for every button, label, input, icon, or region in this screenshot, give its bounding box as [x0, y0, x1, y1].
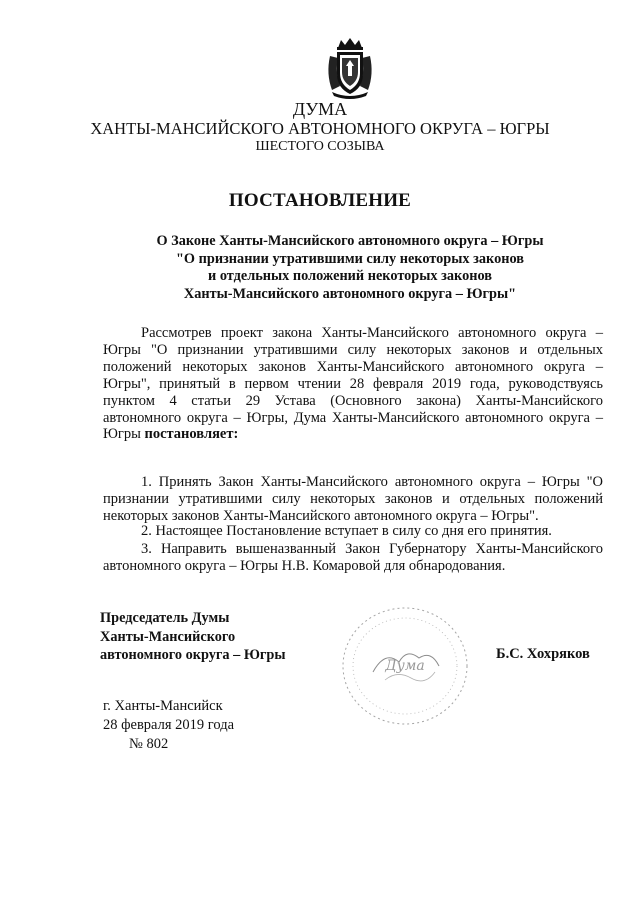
date: 28 февраля 2019 года [103, 717, 235, 733]
subject-line: "О признании утратившими силу некоторых законов [176, 250, 524, 267]
document-type: ПОСТАНОВЛЕНИЕ [228, 190, 412, 211]
document-footer [103, 697, 234, 754]
subject-line: Ханты-Мансийского автономного округа – Югры" [183, 285, 517, 302]
subject-line: О Законе Ханты-Мансийского автономного округа – Югры [156, 233, 544, 249]
document-subject [130, 233, 570, 303]
preamble-resolves: постановляет: [144, 426, 239, 443]
org-name: ДУМА [292, 99, 348, 119]
stamp-text: Дума [385, 658, 425, 674]
signatory-position [100, 609, 286, 665]
subject-line: и отдельных положений некоторых законов [208, 268, 492, 285]
signatory-name: Б.С. Хохряков [496, 646, 590, 662]
position-line: автономного округа – Югры [100, 647, 286, 663]
preamble-paragraph [103, 325, 603, 443]
position-line: Председатель Думы [100, 610, 230, 626]
resolution-item-1: 1. Принять Закон Ханты-Мансийского автономного округа – Югры "О признании утратившими силу некоторых законов и отдельных положений некоторых законов Ханты-Мансийского автономного округа – Югры". [103, 474, 603, 524]
place: г. Ханты-Мансийск [103, 698, 223, 714]
resolution-item-3: 3. Направить вышеназванный Закон Губернатору Ханты-Мансийского автономного округа – Югры Н.В. Комаровой для обнародования. [103, 541, 603, 574]
resolution-item-2: 2. Настоящее Постановление вступает в силу со дня его принятия. [141, 523, 552, 539]
coat-of-arms-icon [322, 36, 378, 102]
region-name: ХАНТЫ-МАНСИЙСКОГО АВТОНОМНОГО ОКРУГА – ЮГРЫ [90, 119, 550, 138]
position-line: Ханты-Мансийского [100, 628, 236, 645]
document-number: № 802 [129, 736, 169, 752]
convocation: ШЕСТОГО СОЗЫВА [255, 139, 385, 154]
preamble-text: Рассмотрев проект закона Ханты-Мансийского автономного округа – Югры "О признании утратившими силу некоторых законов и отдельных положений некоторых законов Ханты-Мансийского автономного округа – Югры", принятый в первом чтении 28 февраля 2019 года, руководствуясь пунктом 4 статьи 29 Устава (Основного закона) Ханты-Мансийского автономного округа – Югры, Дума Ханты-Мансийского автономного округа – Югры [103, 325, 603, 443]
official-seal-icon [335, 600, 475, 730]
